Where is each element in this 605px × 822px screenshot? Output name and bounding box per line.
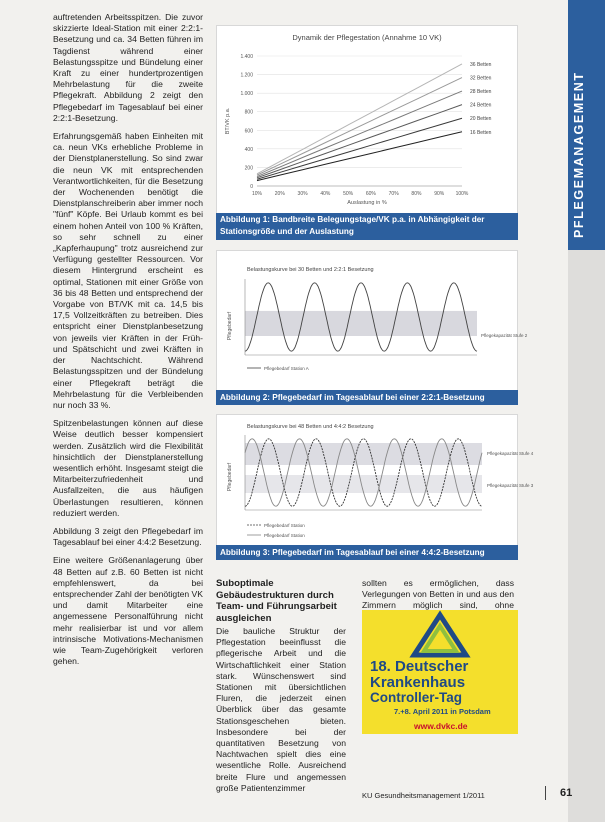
ad-date: 7.+8. April 2011 in Potsdam bbox=[394, 707, 491, 716]
y-tick-label: 1.200 bbox=[240, 72, 253, 79]
figure-3-caption: Abbildung 3: Pflegebedarf im Tagesablauf bei einer 4:4:2-Besetzung bbox=[216, 545, 518, 560]
y-tick-label: 400 bbox=[244, 146, 253, 153]
chart-title: Belastungskurve bei 48 Betten und 4:4:2 Besetzung bbox=[247, 424, 374, 430]
triangle-logo-icon bbox=[410, 612, 470, 658]
paragraph: Spitzenbelastungen können auf diese Weise deutlich besser kompensiert werden. Zusätzlich wird die Flexibilität hinsichtlich der Dienstplanerstellung wesentlich erhöht. Insgesamt steigt die Mitarbeiterzufriedenheit und Ausfallzeiten, die aus häufigen Überlastungen resultieren, können reduziert werden. bbox=[53, 418, 203, 518]
capacity-band bbox=[245, 475, 482, 493]
legend-label: Pflegebedarf Station bbox=[264, 523, 305, 528]
chart-title: Dynamik der Pflegestation (Annahme 10 VK) bbox=[292, 33, 442, 42]
x-tick-label: 10% bbox=[251, 191, 263, 197]
y-axis-label: Pflegebedarf bbox=[227, 311, 233, 341]
controller-tag-advertisement[interactable] bbox=[362, 610, 518, 720]
footer-journal: KU Gesundheitsmanagement 1/2011 bbox=[362, 791, 485, 800]
margin-strip bbox=[568, 250, 605, 822]
x-tick-label: 70% bbox=[388, 191, 399, 197]
ad-headline: 18. Deutscher bbox=[370, 658, 469, 675]
x-tick-label: 100% bbox=[455, 191, 469, 197]
ad-headline: Krankenhaus bbox=[370, 674, 466, 691]
series-line bbox=[257, 91, 462, 176]
x-tick-label: 40% bbox=[320, 191, 331, 197]
legend-label: Pflegebedarf Station bbox=[264, 533, 305, 538]
x-tick-label: 90% bbox=[434, 191, 445, 197]
y-axis-label: BT/VK p.a. bbox=[225, 107, 231, 135]
x-axis-label: Auslastung in % bbox=[347, 200, 387, 206]
y-tick-label: 600 bbox=[244, 128, 253, 135]
y-tick-label: 200 bbox=[244, 165, 253, 172]
figure-2-chart bbox=[217, 251, 528, 390]
figure-1-chart bbox=[217, 26, 517, 214]
x-tick-label: 30% bbox=[297, 191, 308, 197]
footer-divider bbox=[545, 786, 546, 800]
x-tick-label: 50% bbox=[343, 191, 354, 197]
figure-1 bbox=[216, 25, 518, 215]
series-label: 32 Betten bbox=[470, 75, 492, 82]
figure-3 bbox=[216, 414, 534, 547]
section-label: PFLEGEMANAGEMENT bbox=[572, 71, 586, 238]
y-axis-label: Pflegebedarf bbox=[227, 462, 233, 492]
legend-label: Pflegebedarf Station A bbox=[264, 366, 309, 371]
middle-column bbox=[216, 578, 346, 801]
paragraph: Die bauliche Struktur der Pflegestation beeinflusst die pflegerische Arbeit und die Wirtschaftlichkeit einer Station stark. Wünschenswert sind Stationen mit übersichtlichen Fluren, die jederzeit einen Überblick über das gesamte Stationsgeschehen bieten. Insbesondere bei der quantitativen Besetzung von Nachtwachen spielt dies eine wesentliche Rolle. Ausreichend breite Flure und angemessen große Patientenzimmer bbox=[216, 626, 346, 793]
ad-headline: Controller-Tag bbox=[370, 690, 462, 705]
y-tick-label: 800 bbox=[244, 109, 253, 116]
paragraph: auftretenden Arbeitsspitzen. Die zuvor skizzierte Ideal-Station mit einer 2:2:1-Besetzung und ca. 34 Betten führen im Tagdienst während einer Belastungsspitze und Bündelung einer Kraft zu einer hundertprozentigen Mehrbelastung für die zweite Pflegekraft. Abbildung 2 zeigt den Pflegebedarf im Tagesablauf bei einer 2:2:1-Besetzung. bbox=[53, 12, 203, 123]
left-column bbox=[53, 12, 203, 674]
section-heading: Suboptimale Gebäudestrukturen durch Team- und Führungsarbeit ausgleichen bbox=[216, 578, 337, 624]
series-line bbox=[257, 64, 462, 174]
figure-2-caption: Abbildung 2: Pflegebedarf im Tagesablauf bei einer 2:2:1-Besetzung bbox=[216, 390, 518, 405]
x-tick-label: 60% bbox=[365, 191, 376, 197]
x-tick-label: 80% bbox=[411, 191, 422, 197]
y-tick-label: 1.000 bbox=[240, 91, 253, 98]
band-label: Pflegekapazität Stufe 2 bbox=[481, 333, 528, 338]
series-label: 16 Betten bbox=[470, 129, 492, 136]
figure-3-chart bbox=[217, 415, 534, 546]
paragraph: Eine weitere Größenanlagerung über 48 Betten auf z.B. 60 Betten ist nicht empfehlenswert, da bei entsprechender Zahl der benötigten VK und damit Mitarbeiter eine angemessene Personalführung nicht mehr realisierbar ist und vor allem intrinsische Motivations-Mechanismen wie Team-Zugehörigkeit verloren gehen. bbox=[53, 555, 204, 667]
figure-1-caption: Abbildung 1: Bandbreite Belegungstage/VK p.a. in Abhängigkeit der Stationsgröße und der Auslastung bbox=[216, 213, 518, 240]
band-label: Pflegekapazität Stufe 4 bbox=[487, 451, 534, 456]
paragraph: Abbildung 3 zeigt den Pflegebedarf im Tagesablauf bei einer 4:4:2 Besetzung. bbox=[53, 525, 203, 548]
page-number: 61 bbox=[560, 787, 573, 799]
series-label: 20 Betten bbox=[470, 116, 492, 123]
capacity-band bbox=[245, 311, 477, 336]
series-line bbox=[257, 105, 462, 178]
x-tick-label: 20% bbox=[274, 191, 285, 197]
figure-2 bbox=[216, 250, 528, 391]
paragraph: Erfahrungsgemäß haben Einheiten mit ca. neun VKs erhebliche Probleme in der Dienstplanerstellung. So sind zwar die neun VK mit entsprechenden Verantwortlichkeiten, für die Besetzung der Wochenenden benötigt die Dienstplanschreiberin aber immer noch "fünf" Köpfe. Bei Urlaub kommt es bei einem hohen Anteil von 100 % Kräften, so sehr schnell zu einer „Kapferhaupung" trotz ausreichend zur Verfügung gestellter Ressourcen. Vor diesem Hintergrund erscheint es optimal, Stationen mit einer Größe von 36 bis 48 Betten und entsprechend der Vorgabe von BT/VK mit ca. 14,5 bis 17,5 Vollzeitkräften zu betreiben. Dies entspricht einer Dienstplanbesetzung von jeweils vier Kräften in der Früh- und Spätschicht und zwei Kräften in der Nachtschicht. Während Belastungsspitzen und der Bündelung einer Pflegekraft beträgt die Mehrbelastung für die Verbleibenden nur noch 33 %. bbox=[53, 131, 203, 410]
series-label: 24 Betten bbox=[470, 102, 492, 109]
series-line bbox=[257, 78, 462, 176]
y-tick-label: 1.400 bbox=[240, 54, 253, 60]
ad-url-strip[interactable] bbox=[362, 720, 518, 734]
series-label: 36 Betten bbox=[470, 61, 492, 68]
series-label: 28 Betten bbox=[470, 89, 492, 96]
ad-url-link[interactable]: www.dvkc.de bbox=[414, 721, 468, 731]
chart-title: Belastungskurve bei 30 Betten und 2:2:1 Besetzung bbox=[247, 267, 374, 273]
paragraph-text: sollten es ermöglichen, dass Verlegungen von Betten in und aus den Zimmern möglich sind, ohne bbox=[362, 578, 514, 611]
band-label: Pflegekapazität Stufe 3 bbox=[487, 483, 534, 488]
y-tick-label: 0 bbox=[250, 184, 253, 190]
series-line bbox=[257, 132, 462, 181]
